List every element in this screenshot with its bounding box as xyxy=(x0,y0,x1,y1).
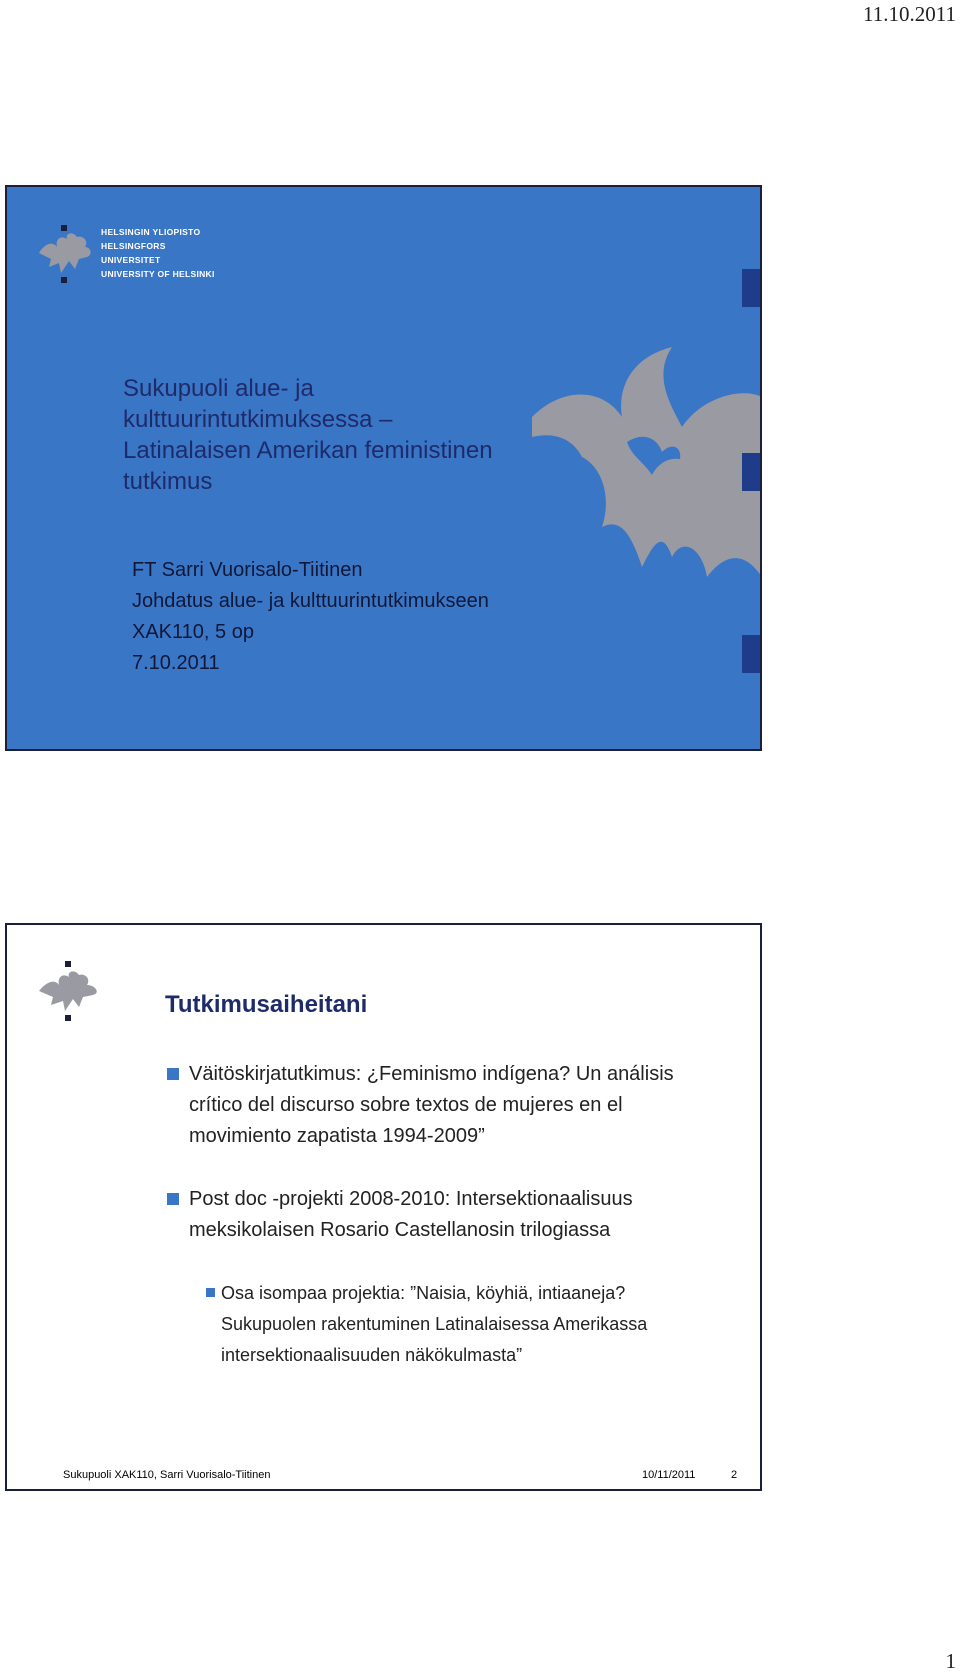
side-bar-marker xyxy=(742,635,760,673)
page-number: 1 xyxy=(945,1649,956,1673)
flame-logo-icon xyxy=(35,225,95,285)
flame-logo-icon xyxy=(35,961,105,1023)
bullet-item: Väitöskirjatutkimus: ¿Feminismo indígena? Un análisis crítico del discurso sobre textos de mujeres en el movimiento zapatista 1994-2009” xyxy=(189,1059,709,1152)
slide-subtitle: FT Sarri Vuorisalo-Tiitinen Johdatus alue- ja kulttuurintutkimukseen XAK110, 5 op 7.10.2011 xyxy=(132,559,489,674)
sub-bullet-item: Osa isompaa projektia: ”Naisia, köyhiä, intiaaneja? Sukupuolen rakentuminen Latinalaisessa Amerikassa intersektionaalisuuden näkökulmasta” xyxy=(221,1278,701,1371)
side-bar-marker xyxy=(742,269,760,307)
square-bullet-icon xyxy=(167,1068,179,1080)
square-bullet-icon xyxy=(167,1193,179,1205)
print-date: 11.10.2011 xyxy=(863,2,956,26)
slide-heading: Tutkimusaiheitani xyxy=(165,991,368,1018)
footer-title: Sukupuoli XAK110, Sarri Vuorisalo-Tiitinen xyxy=(63,1469,271,1481)
university-logo xyxy=(35,225,215,285)
slide-number: 2 xyxy=(731,1469,738,1481)
bullet-item: Post doc -projekti 2008-2010: Intersektionaalisuus meksikolaisen Rosario Castellanosin trilogiassa xyxy=(189,1184,709,1246)
title-slide xyxy=(5,185,762,751)
slide-title: Sukupuoli alue- ja kulttuurintutkimuksessa – Latinalaisen Amerikan feministinen tutkimus xyxy=(123,375,493,495)
logo-text: HELSINGIN YLIOPISTO HELSINGFORS UNIVERSITET UNIVERSITY OF HELSINKI xyxy=(101,227,215,279)
side-bar-marker xyxy=(742,453,760,491)
footer-date: 10/11/2011 xyxy=(642,1469,696,1481)
square-bullet-icon xyxy=(206,1288,215,1297)
content-slide xyxy=(5,923,762,1491)
